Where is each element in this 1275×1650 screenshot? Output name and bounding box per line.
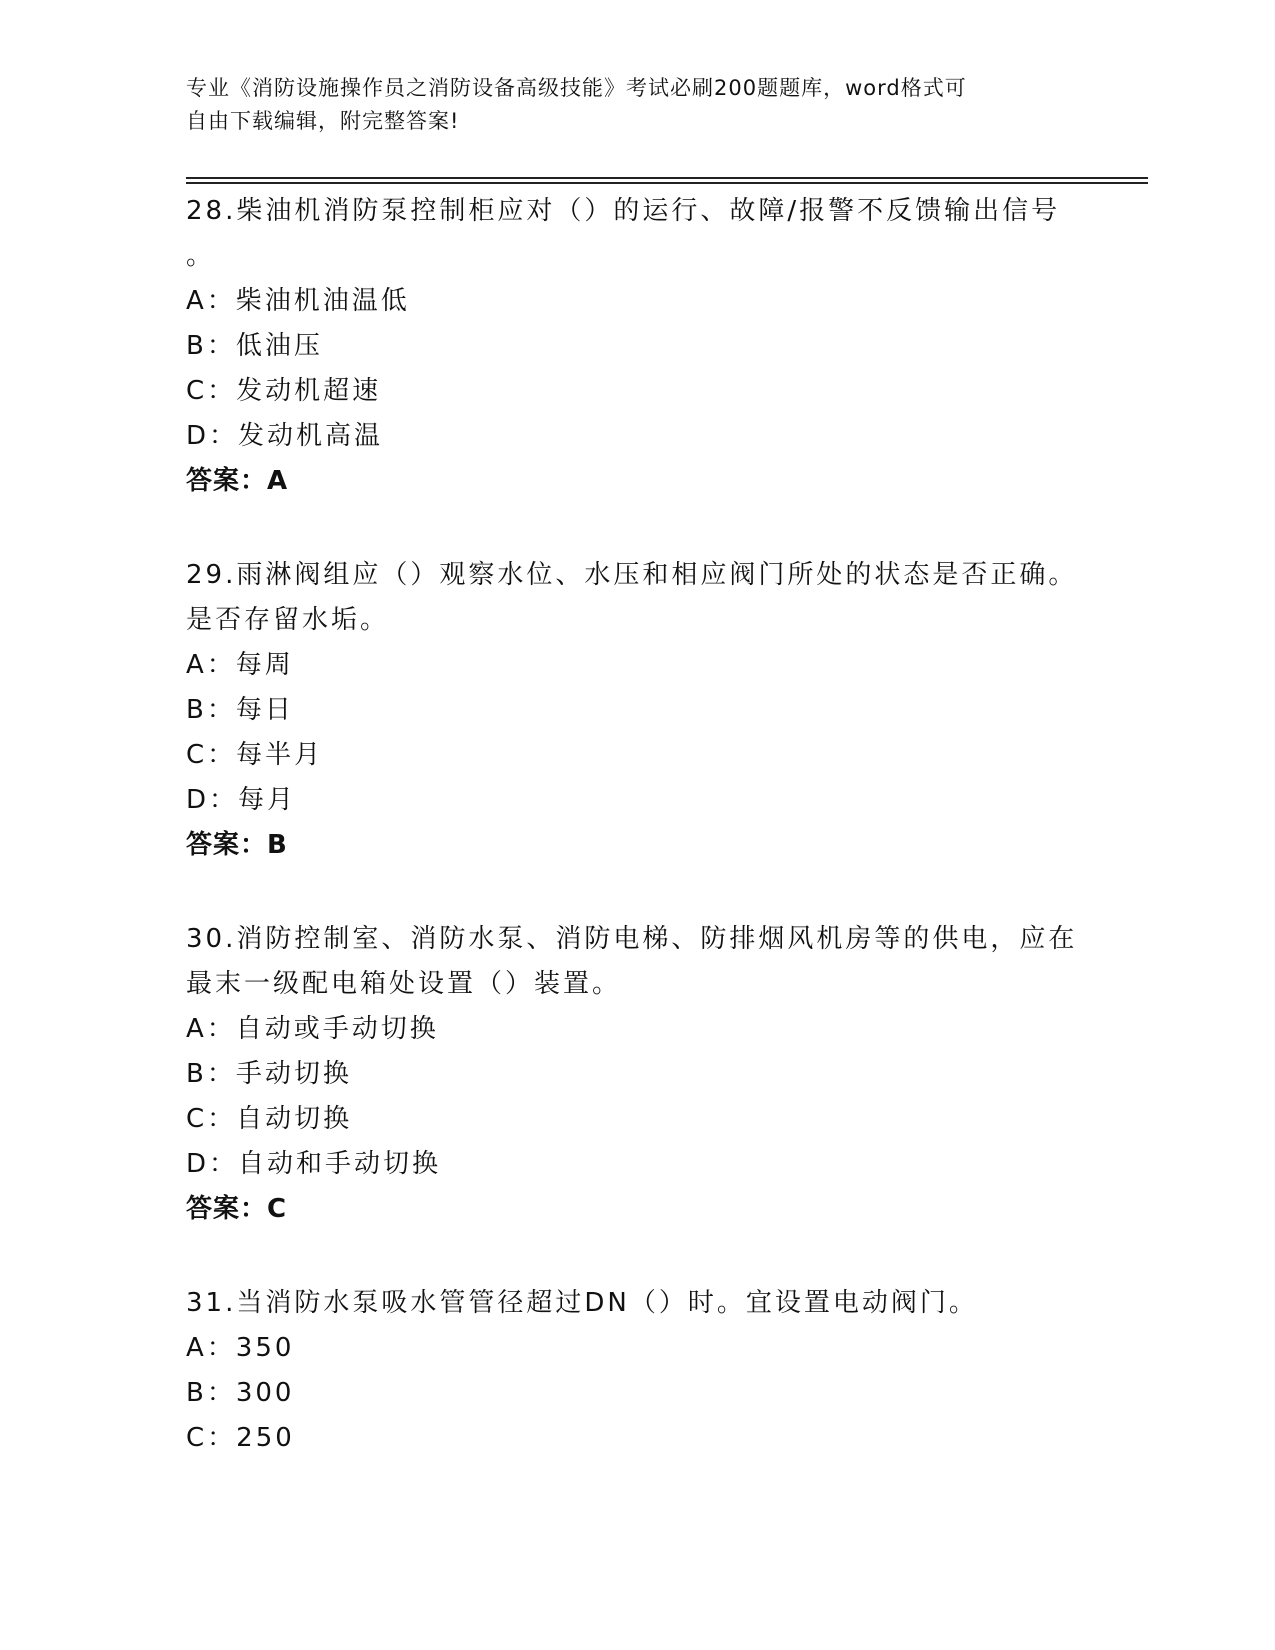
answer-label: 答案：A: [186, 466, 289, 496]
question-stem-line: 最末一级配电箱处设置（）装置。: [186, 969, 622, 999]
header-divider-top: [186, 177, 1148, 179]
option-d: D：发动机高温: [186, 421, 384, 451]
document-header: [186, 72, 1066, 138]
question-stem-line: 是否存留水垢。: [186, 605, 390, 635]
question-stem-line: 28.柴油机消防泵控制柜应对（）的运行、故障/报警不反馈输出信号: [186, 196, 1061, 226]
option-c: C：自动切换: [186, 1104, 353, 1134]
option-a: A：每周: [186, 650, 294, 680]
option-c: C：发动机超速: [186, 376, 382, 406]
option-b: B：300: [186, 1378, 295, 1408]
question-stem-line: 29.雨淋阀组应（）观察水位、水压和相应阀门所处的状态是否正确。: [186, 560, 1078, 590]
answer-label: 答案：C: [186, 1194, 288, 1224]
option-b: B：手动切换: [186, 1059, 352, 1089]
header-line-1: 专业《消防设施操作员之消防设备高级技能》考试必刷200题题库，word格式可: [186, 76, 967, 100]
question-30: [186, 917, 1086, 1232]
option-c: C：每半月: [186, 740, 324, 770]
option-a: A：自动或手动切换: [186, 1014, 439, 1044]
option-a: A：柴油机油温低: [186, 286, 410, 316]
question-stem-line: 31.当消防水泵吸水管管径超过DN（）时。宜设置电动阀门。: [186, 1288, 978, 1318]
question-31: [186, 1281, 1086, 1461]
question-29: [186, 553, 1086, 868]
option-d: D：每月: [186, 785, 297, 815]
answer-label: 答案：B: [186, 830, 288, 860]
option-a: A：350: [186, 1333, 295, 1363]
question-stem-line: 30.消防控制室、消防水泵、消防电梯、防排烟风机房等的供电，应在: [186, 924, 1078, 954]
option-b: B：低油压: [186, 331, 323, 361]
option-d: D：自动和手动切换: [186, 1149, 442, 1179]
question-28: [186, 189, 1086, 504]
question-stem-line: 。: [186, 241, 216, 271]
option-b: B：每日: [186, 695, 294, 725]
header-line-2: 自由下载编辑，附完整答案!: [186, 109, 460, 133]
header-divider-bottom: [186, 182, 1148, 184]
option-c: C：250: [186, 1423, 295, 1453]
